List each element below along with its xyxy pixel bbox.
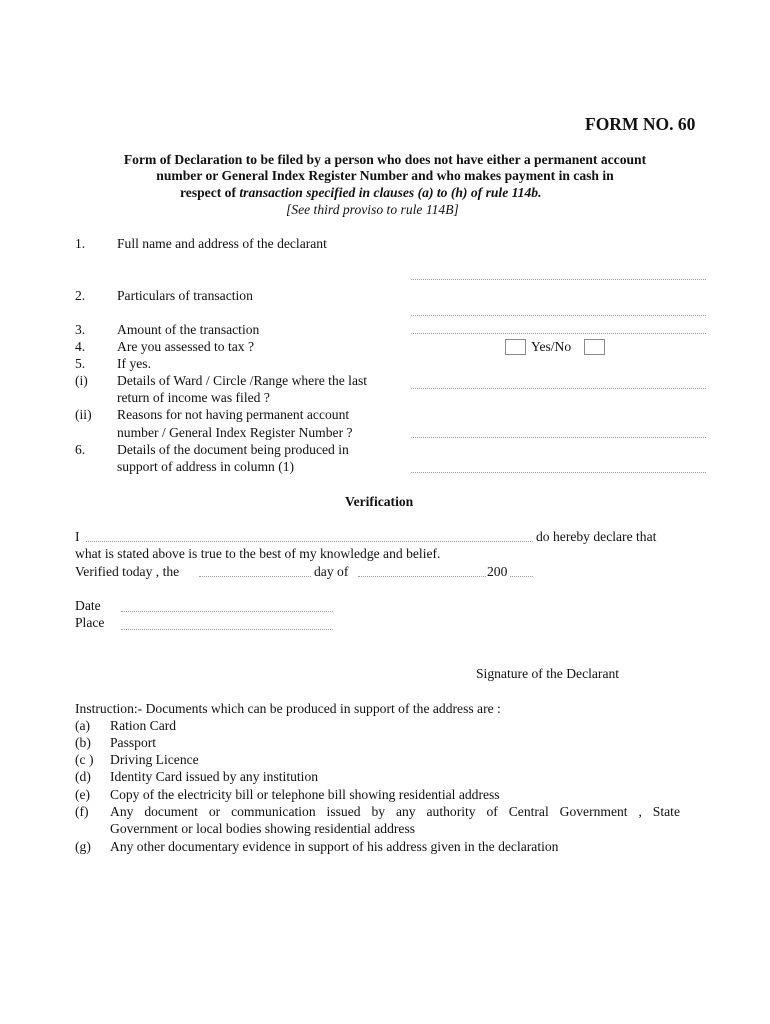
instruction-label-g: (g) [75,839,91,854]
item-i-number: (i) [75,373,88,388]
instruction-label-a: (a) [75,718,91,733]
verification-year-field[interactable] [510,576,533,577]
verification-date-field[interactable] [199,576,311,577]
item-5-label: If yes. [117,356,151,371]
instruction-label-f: (f) [75,804,89,819]
item-ii-label: Reasons for not having permanent account [117,407,350,422]
instruction-item-e: Copy of the electricity bill or telephone bill showing residential address [110,787,500,802]
heading-line-3 [180,184,541,201]
verification-month-field[interactable] [358,576,486,577]
transaction-particulars-field[interactable] [411,315,706,316]
yes-no-label: Yes/No [531,339,572,354]
date-label: Date [75,598,101,613]
item-i-label-line-2: return of income was filed ? [117,390,270,405]
item-1-number: 1. [75,236,86,251]
heading-line-2: number or General Index Register Number and who makes payment in cash in [156,168,614,183]
item-4-number: 4. [75,339,86,354]
instruction-item-d: Identity Card issued by any institution [110,769,319,784]
instruction-label-e: (e) [75,787,91,802]
item-6-label-line-2: support of address in column (1) [117,459,295,474]
declarant-name-field[interactable] [86,541,533,542]
instruction-heading: Instruction:- Documents which can be produced in support of the address are : [75,701,501,716]
assessed-no-checkbox[interactable] [584,339,605,355]
item-5-number: 5. [75,356,86,371]
instruction-item-c: Driving Licence [110,752,199,767]
instruction-item-f-line-2: Government or local bodies showing residential address [110,821,416,836]
place-label: Place [75,615,105,630]
signature-label: Signature of the Declarant [476,666,620,681]
item-4-label: Are you assessed to tax ? [117,339,255,354]
place-field[interactable] [121,629,333,630]
item-3-number: 3. [75,322,86,337]
verification-title: Verification [345,494,414,509]
instruction-item-a: Ration Card [110,718,177,733]
verification-statement: what is stated above is true to the best of my knowledge and belief. [75,546,441,561]
instruction-item-b: Passport [110,735,157,750]
item-1-label: Full name and address of the declarant [117,236,327,251]
address-document-field[interactable] [411,472,706,473]
item-ii-label-line-2: number / General Index Register Number ? [117,425,353,440]
transaction-amount-field[interactable] [411,333,706,334]
declarant-i-label: I [75,529,80,544]
no-pan-reasons-field[interactable] [411,437,706,438]
day-of-label: day of [314,564,349,579]
verified-today-label: Verified today , the [75,564,180,579]
item-ii-number: (ii) [75,407,92,422]
instruction-label-c: (c ) [75,752,94,767]
item-6-label: Details of the document being produced in [117,442,349,457]
heading-line-1: Form of Declaration to be filed by a person who does not have either a permanent account [123,152,647,167]
heading-proviso: [See third proviso to rule 114B] [286,202,459,217]
declare-text: do hereby declare that [536,529,657,544]
instruction-label-d: (d) [75,769,91,784]
heading-line-3-prefix: respect of [180,185,240,200]
year-prefix-label: 200 [487,564,508,579]
item-2-number: 2. [75,288,86,303]
date-field[interactable] [121,611,333,612]
assessed-yes-checkbox[interactable] [505,339,526,355]
ward-circle-range-field[interactable] [411,388,706,389]
instruction-item-g: Any other documentary evidence in support of his address given in the declaration [110,839,559,854]
item-3-label: Amount of the transaction [117,322,260,337]
heading-line-3-italic: transaction specified in clauses (a) to (h) of rule 114b. [239,185,542,200]
item-i-label: Details of Ward / Circle /Range where the last [117,373,368,388]
instruction-item-f: Any document or communication issued by any authority of Central Government , State [110,804,680,819]
form-title: FORM NO. 60 [585,114,696,134]
declarant-name-address-field[interactable] [411,279,706,280]
item-6-number: 6. [75,442,86,457]
item-2-label: Particulars of transaction [117,288,253,303]
instruction-label-b: (b) [75,735,91,750]
